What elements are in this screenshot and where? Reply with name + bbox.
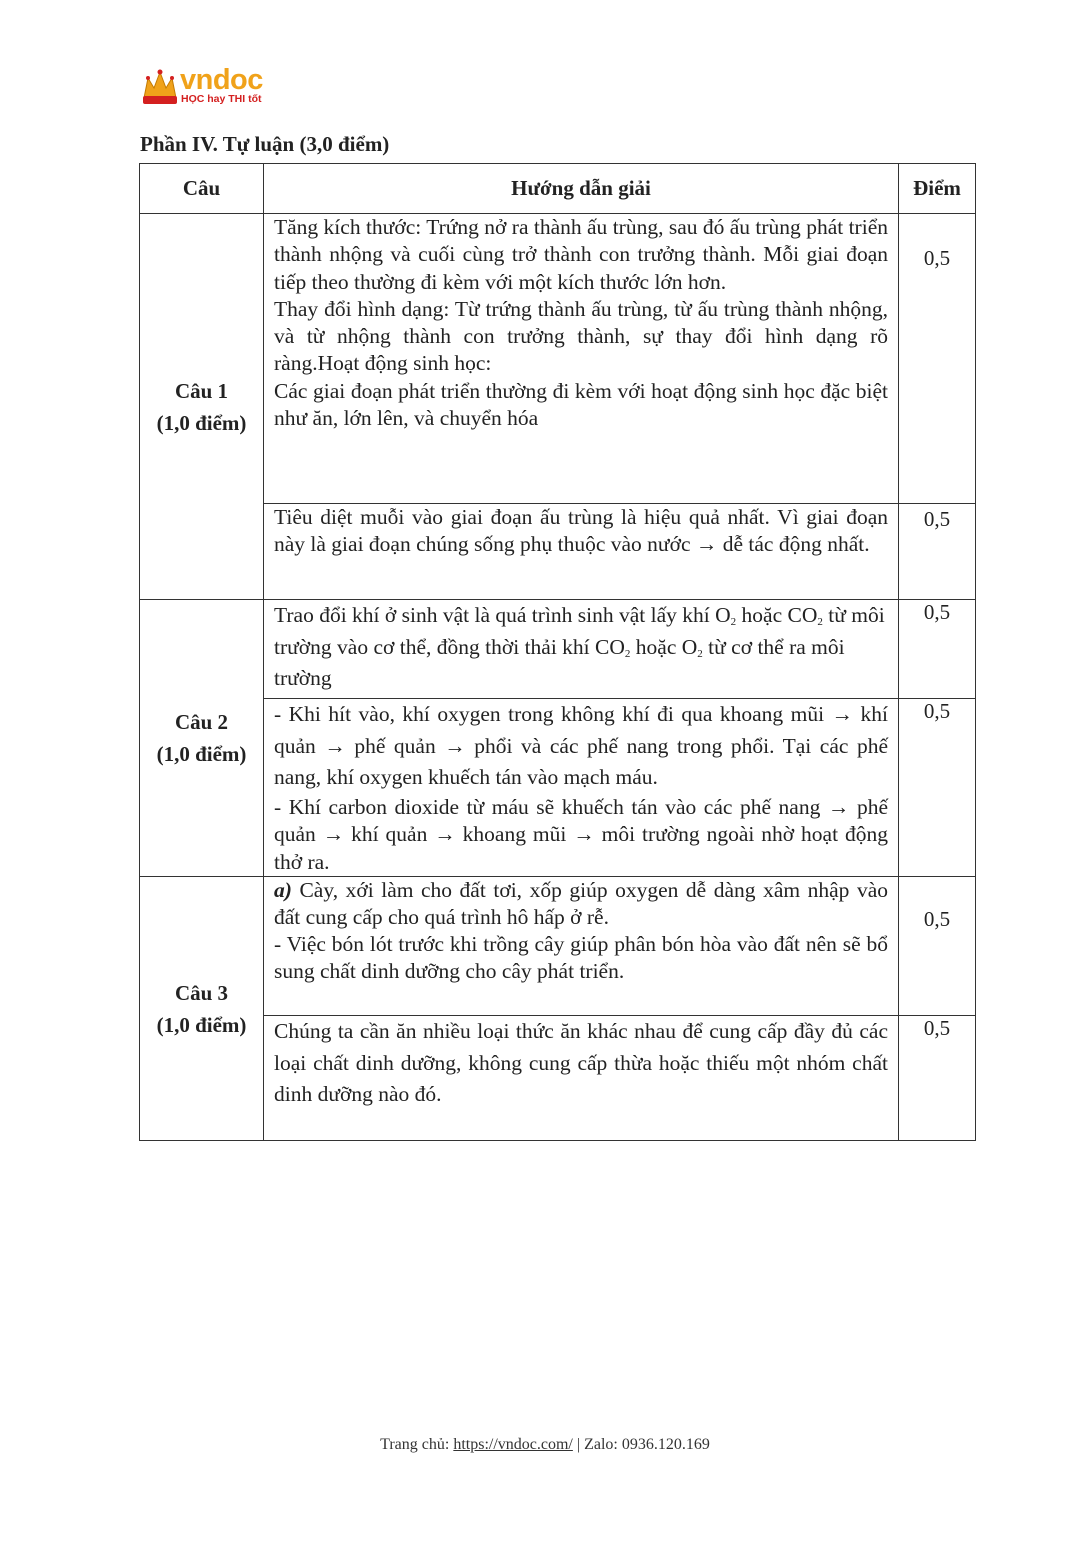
crown-icon	[140, 68, 180, 108]
question-3-cell	[140, 877, 264, 1141]
question-points: (1,0 điểm)	[156, 742, 247, 766]
answer-table	[139, 163, 976, 1141]
header-question: Câu	[140, 164, 264, 214]
header-guide: Hướng dẫn giải	[264, 164, 899, 214]
table-row	[140, 877, 976, 1016]
item-marker: a)	[274, 878, 292, 902]
header-score: Điểm	[899, 164, 976, 214]
guide-cell	[264, 214, 899, 504]
guide-text: Tăng kích thước: Trứng nở ra thành ấu trùng, sau đó ấu trùng phát triển thành nhộng và cuối cùng trở thành con trưởng thành. Mỗi giai đoạn tiếp theo thường đi kèm với một kích thước lớn hơn.	[274, 215, 888, 294]
score-cell: 0,5	[899, 504, 976, 600]
guide-text: Tiêu diệt muỗi vào giai đoạn ấu trùng là hiệu quả nhất. Vì giai đoạn này là giai đoạn chúng sống phụ thuộc vào nước → dễ tác động nhất.	[274, 505, 888, 557]
question-points: (1,0 điểm)	[156, 410, 247, 435]
table-row	[140, 504, 976, 600]
table-row	[140, 600, 976, 699]
logo-wordmark: vndoc	[180, 64, 263, 96]
table-header-row	[140, 164, 976, 214]
guide-text: Chúng ta cần ăn nhiều loại thức ăn khác nhau để cung cấp đầy đủ các loại chất dinh dưỡng, không cung cấp thừa hoặc thiếu một nhóm chất dinh dưỡng nào đó.	[274, 1019, 888, 1106]
score-cell: 0,5	[899, 214, 976, 504]
question-points: (1,0 điểm)	[156, 1012, 247, 1037]
table-row	[140, 214, 976, 504]
section-title: Phần IV. Tự luận (3,0 điểm)	[140, 132, 390, 156]
table-row	[140, 1016, 976, 1141]
guide-cell	[264, 1016, 899, 1141]
guide-cell	[264, 600, 899, 699]
question-label: Câu 3	[174, 980, 229, 1005]
guide-cell	[264, 877, 899, 1016]
question-1-cell	[140, 214, 264, 600]
logo-tagline: HỌC hay THI tốt	[181, 93, 262, 105]
question-2-cell	[140, 600, 264, 877]
question-label: Câu 1	[174, 378, 229, 403]
guide-text: - Khi hít vào, khí oxygen trong không khí đi qua khoang mũi → khí quản → phế quản → phổi và các phế nang trong phổi. Tại các phế nang, khí oxygen khuếch tán vào mạch máu.	[274, 702, 888, 789]
guide-text: Các giai đoạn phát triển thường đi kèm với hoạt động sinh học đặc biệt như ăn, lớn lên, và chuyển hóa	[274, 378, 888, 431]
guide-cell	[264, 504, 899, 600]
score-cell: 0,5	[899, 600, 976, 699]
score-cell: 0,5	[899, 877, 976, 1016]
guide-text: a) Cày, xới làm cho đất tơi, xốp giúp oxygen dễ dàng xâm nhập vào đất cung cấp cho quá trình hô hấp ở rễ.	[274, 878, 888, 929]
guide-text: Trao đổi khí ở sinh vật là quá trình sinh vật lấy khí $O_2$ hoặc $CO_2$ từ môi trường vào cơ thể, đồng thời thải khí $CO_2$ hoặc $O_2$ từ cơ thể ra môi trường	[274, 603, 885, 690]
footer-prefix: Trang chủ:	[380, 1436, 454, 1453]
guide-text: - Việc bón lót trước khi trồng cây giúp phân bón hòa vào đất nên sẽ bổ sung chất dinh dưỡng cho cây phát triển.	[274, 932, 888, 983]
guide-text: Thay đổi hình dạng: Từ trứng thành ấu trùng, từ ấu trùng thành nhộng, và từ nhộng thành con trưởng thành, sự thay đổi hình dạng rõ ràng.Hoạt động sinh học:	[274, 296, 888, 376]
page-footer	[0, 1436, 1090, 1454]
score-cell: 0,5	[899, 699, 976, 877]
footer-contact: | Zalo: 0936.120.169	[572, 1436, 710, 1453]
guide-text: - Khí carbon dioxide từ máu sẽ khuếch tán vào các phế nang → phế quản → khí quản → khoang mũi → môi trường ngoài nhờ hoạt động thở ra.	[274, 794, 888, 874]
homepage-link[interactable]: https://vndoc.com/	[453, 1436, 573, 1453]
score-cell: 0,5	[899, 1016, 976, 1141]
vndoc-logo[interactable]	[140, 66, 280, 110]
guide-cell	[264, 699, 899, 877]
question-label: Câu 2	[174, 710, 229, 734]
table-row	[140, 699, 976, 877]
